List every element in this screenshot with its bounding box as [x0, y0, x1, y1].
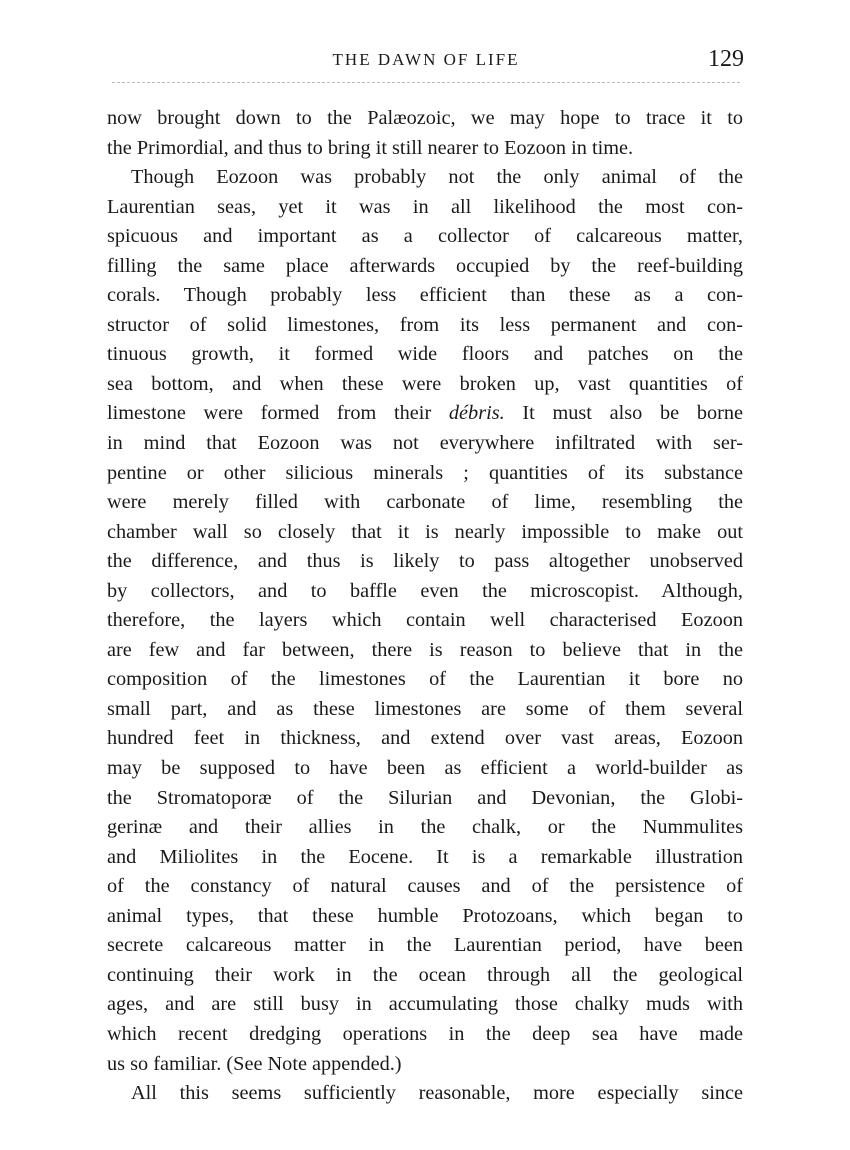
text-line: us so familiar. (See Note appended.) — [107, 1052, 402, 1075]
running-head — [108, 46, 744, 76]
text-line: Though Eozoon was probably not the only animal of the — [131, 166, 743, 189]
text-line: the difference, and thus is likely to pass altogether unobserved — [107, 550, 743, 573]
text-line: tinuous growth, it formed wide floors and patches on the — [107, 343, 743, 366]
line-text: limestone were formed from their — [107, 402, 432, 425]
text-line: animal types, that these humble Protozoans, which began to — [107, 904, 743, 927]
text-line: small part, and as these limestones are some of them several — [107, 697, 743, 720]
text-line: were merely filled with carbonate of lime, resembling the — [107, 491, 743, 514]
text-line: composition of the limestones of the Laurentian it bore no — [107, 668, 743, 691]
text-line: continuing their work in the ocean through all the geological — [107, 963, 743, 986]
text-line: may be supposed to have been as efficient a world-builder as — [107, 757, 743, 780]
text-line: and Miliolites in the Eocene. It is a remarkable illustration — [107, 845, 743, 868]
text-line: All this seems sufficiently reasonable, more especially since — [131, 1082, 743, 1105]
text-line: gerinæ and their allies in the chalk, or the Nummulites — [107, 816, 743, 839]
text-line: now brought down to the Palæozoic, we may hope to trace it to — [107, 107, 743, 129]
text-line: ages, and are still busy in accumulating those chalky muds with — [107, 993, 743, 1016]
line-text: It must also be borne — [522, 402, 743, 425]
text-line: which recent dredging operations in the deep sea have made — [107, 1022, 743, 1045]
text-line: by collectors, and to baffle even the microscopist. Although, — [107, 579, 743, 602]
text-line: of the constancy of natural causes and of the persistence of — [107, 875, 743, 898]
text-line: are few and far between, there is reason to believe that in the — [107, 638, 743, 661]
text-line: chamber wall so closely that it is nearly impossible to make out — [107, 520, 743, 543]
text-line: filling the same place afterwards occupied by the reef-building — [107, 254, 743, 277]
body-text — [107, 104, 743, 1109]
text-line: therefore, the layers which contain well characterised Eozoon — [107, 609, 743, 632]
header-rule — [112, 82, 740, 83]
text-line: Laurentian seas, yet it was in all likelihood the most con- — [107, 195, 743, 218]
text-line — [107, 399, 743, 429]
text-line: structor of solid limestones, from its less permanent and con- — [107, 313, 743, 336]
text-line: in mind that Eozoon was not everywhere infiltrated with ser- — [107, 432, 743, 455]
text-line: the Primordial, and thus to bring it still nearer to Eozoon in time. — [107, 136, 634, 159]
text-line: secrete calcareous matter in the Laurentian period, have been — [107, 934, 743, 957]
page-number: 129 — [708, 46, 744, 72]
text-line: corals. Though probably less efficient than these as a con- — [107, 284, 743, 307]
running-title: THE DAWN OF LIFE — [332, 50, 520, 69]
italic-word: débris. — [448, 402, 505, 425]
text-line: the Stromatoporæ of the Silurian and Devonian, the Globi- — [107, 786, 743, 809]
text-line: spicuous and important as a collector of calcareous matter, — [107, 225, 743, 248]
text-line: pentine or other silicious minerals ; quantities of its substance — [107, 461, 743, 484]
text-line: hundred feet in thickness, and extend over vast areas, Eozoon — [107, 727, 743, 750]
text-line: sea bottom, and when these were broken up, vast quantities of — [107, 372, 743, 395]
